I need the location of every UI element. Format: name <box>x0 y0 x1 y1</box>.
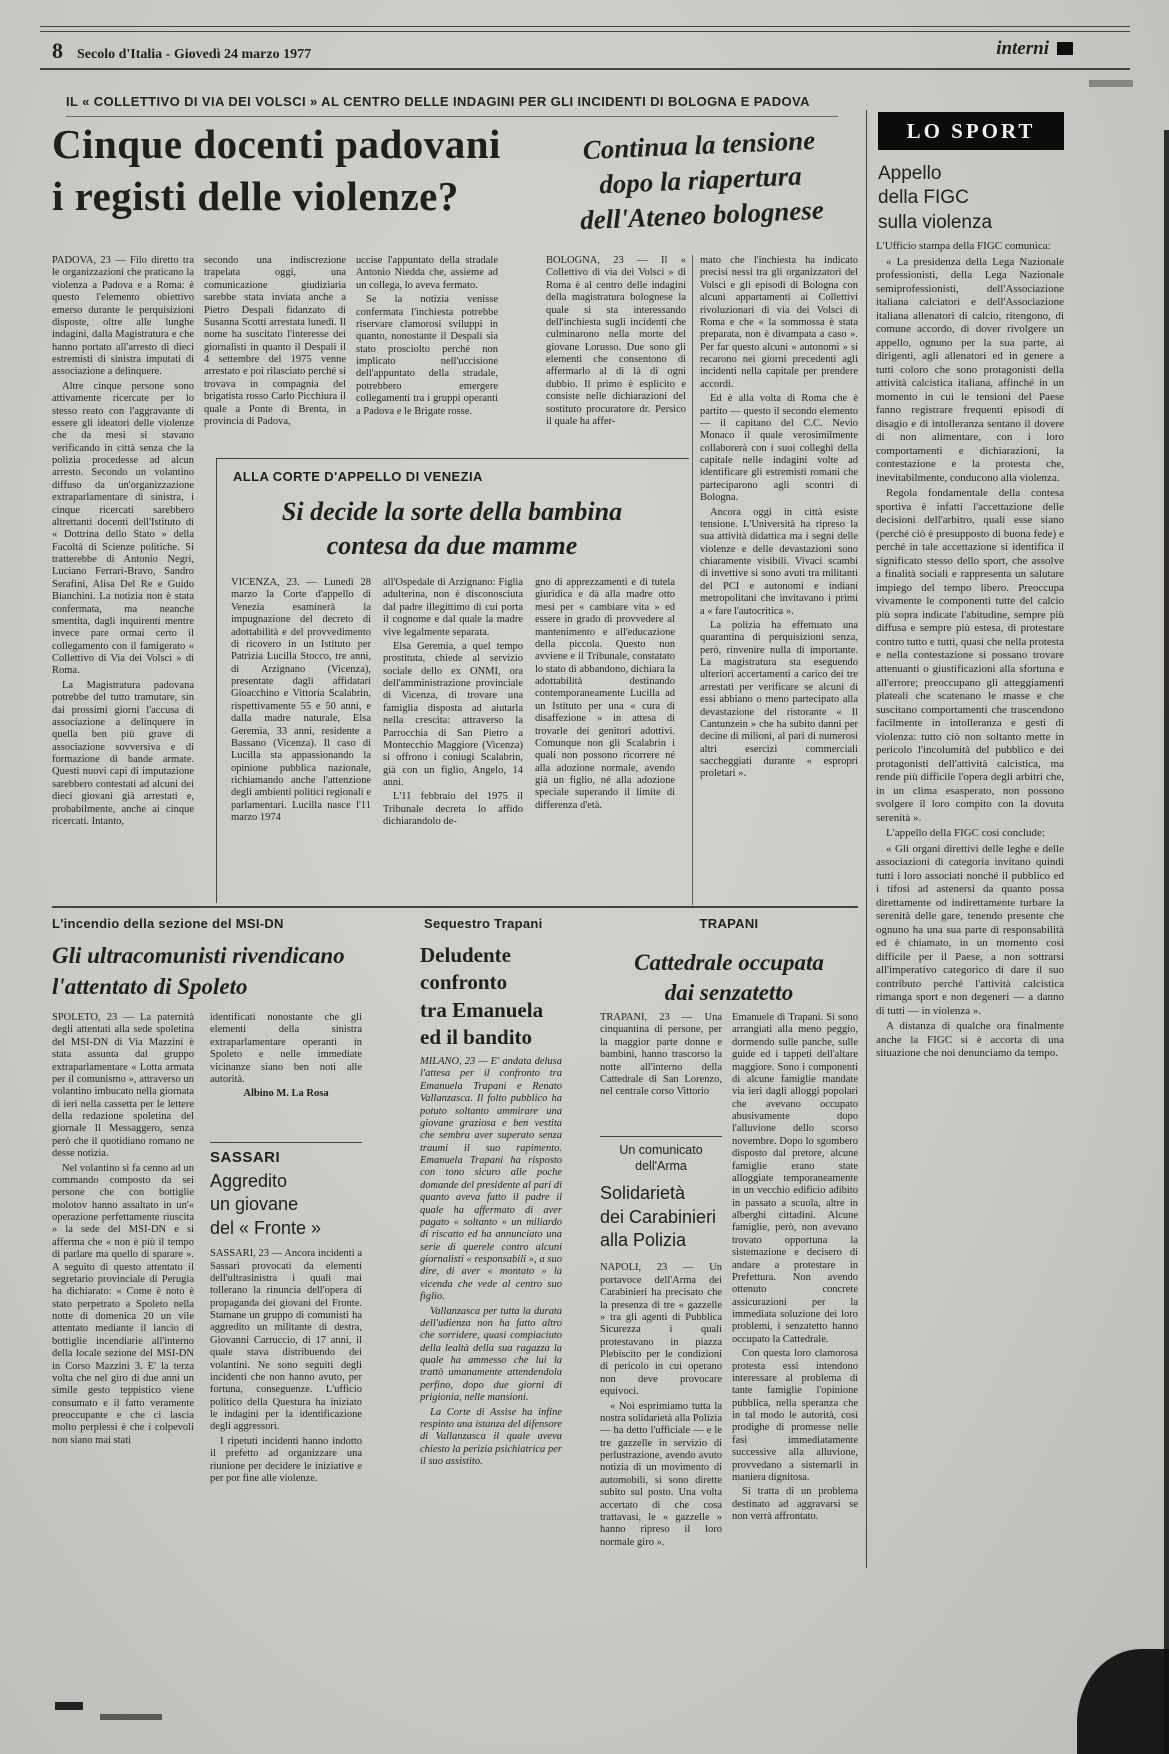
lead-side-headline: Continua la tensione dopo la riapertura dell'Ateneo bolognese <box>579 124 825 236</box>
sport-headline: Appello della FIGC sulla violenza <box>878 163 993 233</box>
spoleto-kicker: L'incendio della sezione del MSI-DN <box>52 916 284 931</box>
lead-body-column-4: BOLOGNA, 23 — Il « Collettivo di via dei Volsci » di Roma è al centro delle indagini della magistratura bolognese la quale si sta interessando dell'inchiesta sugli incidenti che culminarono nella morte del giovane Lorusso. Due sono gli elementi che consentono di affermarlo al di là di ogni dubbio. Il primo è esplicito e consiste nelle dichiarazioni del sostituto procuratore dr. Persico il quale ha affer- <box>546 255 686 427</box>
venezia-kicker: ALLA CORTE D'APPELLO DI VENEZIA <box>233 469 483 484</box>
sassari-body: SASSARI, 23 — Ancora incidenti a Sassari provocati da elementi dell'ultrasinistra i quali mai tollerano la rinuncia dell'opera di propaganda dei giovani del Fronte. Stamane un gruppo di comunisti ha aggredito un militante di destra, Giovanni Carruccio, di 17 anni, il quale stava distribuendo dei volantini. Ne sono seguiti degli incidenti che non hanno avuto, per fortuna, conseguenze. L'ufficio politico della Questura ha iniziato le indagini per la identificazione degli aggressori. I ripetuti incidenti hanno indotto il prefetto ad organizzare una riunione per decidere le iniziative e per por fine alle violenze. <box>210 1248 362 1484</box>
header-rule <box>40 68 1130 70</box>
kicker-underline <box>66 116 838 117</box>
venezia-body-column-3: gno di apprezzamenti e di tutela giuridica e dà alla madre otto mesi per « cambiare vita » ed essere in grado di provvedere al mantenimento e all'educazione della piccola. Questo non avviene e il Tribunale, constatato lo stato di abbandono, dichiara la adottabilità destinando contemporaneamente Lucilla ad un Istituto per una « cura di disaffezione » in attesa di trovarle dei genitori adottivi. Comunque non gli Scalabrin i quali non possono ricorrere né alla adozione normale, avendo già un figlio, né alla adozione speciale superando il limite di differenza d'età. <box>535 577 675 811</box>
lead-body-column-5: mato che l'inchiesta ha indicato precisi nessi tra gli organizzatori del Volsci e gli episodi di Bologna con alcuni appartamenti ai Collettivi rivoluzionari di via dei Volsci di Roma e che « la sommossa è stata preparata, non è divampata a caso ». Per far questo alcuni « autonomi » si recarono nei giorni precedenti agli incidenti nella capitale per prendere accordi. Ed è alla volta di Roma che è partito — questo il secondo elemento — il capitano del C.C. Nevio Monaco il quale verosimilmente collaborerà con i suoi colleghi della capitale nelle indagini volte ad identificare gli estremisti romani che parteciparono agli scontri di Bologna. Ancora oggi in città esiste tensione. L'Università ha ripreso la sua attività didattica ma i segni delle violenze e delle devastazioni sono chiaramente visibili. Vivaci scambi di invettive si sono avuti tra militanti del PCI e autonomi e indiani metropolitani che invitavano i primi a « fare l'autocritica ». La polizia ha effettuato una quarantina di perquisizioni senza, però, rinvenire nulla di importante. La magistratura sta eseguendo ulteriori accertamenti a carico dei tre arrestati per verificare se alcuni di essi abbiano o meno partecipato alla devastazione del ristorante « Il Cantunzein » che ha subito danni per decine di milioni, al pari di numerosi altri esercizi commerciali saccheggiati durante « espropri proletari ». <box>700 255 858 780</box>
lead-body-column-2: secondo una indiscrezione trapelata oggi, una comunicazione giudiziaria sarebbe stata inviata anche a Pietro Despali fidanzato di Susanna Scotti arrestata lunedì. Il nome ha suscitato l'interesse dei giornalisti in quanto il Despali il 4 settembre del 1975 venne arrestato e poi rilasciato perché si trovava in compagnia del brigatista rosso Carlo Picchiura il quale a Ponte di Brenta, in provincia di Padova, <box>204 255 346 427</box>
sequestro-kicker: Sequestro Trapani <box>424 916 543 931</box>
trapani-headline: Cattedrale occupata dai senzatetto <box>634 950 824 1005</box>
spoleto-body-column-1: SPOLETO, 23 — La paternità degli attentati alla sede spoletina del MSI-DN di Via Mazzini è stata assunta dal gruppo extraparlamentare « Lotta armata per il comunismo », attraverso un volantino imbucato nella giornata di ieri nella cassetta per le lettere della redazione spoletina del giornale Il Messaggero, senza però che il quotidiano romano ne desse notizia. Nel volantino si fa cenno ad un commando composto da sei persone che con bottiglie molotov hanno assaltato in un'« operazione perfettamente riuscita » la sede del MSI-DN e si afferma che « non è più il tempo di parlare ma quello di sparare ». A seguito di questo attentato il segretario provinciale di Perugia ha dichiarato: « Come è noto è stato perpetrato a Spoleto nella notte di domenica 20 un vile attentato mediante il lancio di bottiglie incendiarie all'interno della locale sezione del MSI-DN in Corso Mazzini 3. E' la terza volta che nel giro di due anni un simile gesto teppistico viene consumato e il fatto veramente preoccupante e che ci lascia molto perplessi è che i colpevoli non siano mai stati <box>52 1012 194 1446</box>
sport-body-column: L'Ufficio stampa della FIGC comunica: « La presidenza della Lega Nazionale professionisti, della Lega Nazionale semiprofessionisti, dell'Associazione italiana calciatori e dell'Associazione italiana allenatori di calcio, ritengono, di comune accordo, di dover rivolgere un appello, ognuno per la sua parte, ai dirigenti, agli allenatori ed in genere a tutti coloro che sono protagonisti della attività calcistica italiana, affinché in un momento in cui le tensioni del Paese fanno registrare frequenti episodi di disagio e di intolleranza sentano il dovere di non alimentare, con i loro comportamenti e dichiarazioni, la contestazione e la protesta che, inevitabilmente, conducono alla violenza. Regola fondamentale della contesa sportiva è infatti l'accettazione delle decisioni dell'arbitro, quali esse siano (perché ciò è presupposto di buona fede) e perché in tale accettazione si identifica il significato stesso dello sport, che assolve a finalità sociali e rappresenta un salutare impiego del tempo libero. Preoccupa vivamente le componenti tutte del calcio più sopra indicate l'abitudine, sempre più diffusa e sempre più estesa, di protestare contro tutto e tutti, quasi che nella protesta e nella contestazione si possano trovare attenuanti o giustificazioni alla sfortuna e all'errore; preoccupano gli atteggiamenti plateali che scatenano le masse e che suscitano comportamenti che trascendono facilmente in intolleranza e gesti di violenza: tutto ciò non soltanto mette in pericolo l'incolumità del pubblico e dei protagonisti dell'attività calcistica, ma rende più difficile l'opera degli arbitri che, in un clima esasperato, non possono svolgere il loro compito con la dovuta serenità ». L'appello della FIGC così conclude: « Gli organi direttivi delle leghe e delle associazioni di categoria invitano quindi tutti i loro associati nonché il pubblico ed i tifosi ad astenersi da quanto possa direttamente od indirettamente turbare la serenità delle gare, tenendo presente che ognuno ha una sua parte di responsabilità ed è chiamato, in un momento così difficile per il Paese, a non sottrarsi all'imperativo categorico di dare il suo contributo perché l'attività calcistica rimanga sport e non degeneri — a danno di tutti — in violenza ». A distanza di qualche ora finalmente anche la FIGC si è accorta di una situazione che noi denunciamo da tempo. <box>876 240 1064 1060</box>
lead-body-column-3: uccise l'appuntato della stradale Antonio Niedda che, assieme ad un collega, lo aveva fermato. Se la notizia venisse confermata l'inchiesta potrebbe riservare clamorosi sviluppi in quanto, nonostante il Despali sia stato prosciolto perché non implicato nell'uccisione dell'appuntato della stradale, potrebbero emergere collegamenti tra i gruppi operanti a Padova e le Brigate rosse. <box>356 255 498 417</box>
spoleto-signature: Albino M. La Rosa <box>243 1088 329 1100</box>
spoleto-body-column-2-text: identificati nonostante che gli elementi della sinistra extraparlamentare operanti in Spoleto e nelle immediate vicinanze siano ben noti alle autorità. <box>210 1012 362 1085</box>
top-rule-1 <box>40 26 1130 27</box>
top-rule-2 <box>40 31 1130 32</box>
trapani-body-column-1: TRAPANI, 23 — Una cinquantina di persone, per la maggior parte donne e bambini, hanno trascorso la notte all'interno della Cattedrale di San Lorenzo, nel centrale corso Vittorio <box>600 1012 722 1098</box>
arma-body: NAPOLI, 23 — Un portavoce dell'Arma dei Carabinieri ha precisato che la presenza di tre « gazzelle » tra gli agenti di Pubblica Sicurezza i quali protestavano in piazza Plebiscito per le condizioni di pericolo in cui operano non deve provocare equivoci. « Noi esprimiamo tutta la nostra solidarietà alla Polizia — ha detto l'ufficiale — e le tre gazzelle in servizio di perlustrazione, avendo avuto notizia di un movimento di automobili, si sono dirette subito sul posto. Una volta accertato di che cosa trattavasi, le « gazzelle » hanno ripreso il loro normale giro ». <box>600 1262 722 1548</box>
venezia-body-column-2: all'Ospedale di Arzignano: Figlia adulterina, non è disconosciuta dal padre illegittimo di cui porta il cognome e dal quale la madre vive legalmente separata. Elsa Geremia, a quel tempo prostituta, chiede al servizio sociale dello ex ONMI, ora dell'amministrazione provinciale di Vicenza, di trovare una famiglia disposta ad aiutarla nella crescita: attraverso la Parrocchia di San Pietro a Montecchio Maggiore (Vicenza) si offrono i coniugi Scalabrin, già con un figlio, Angelo, 14 anni. L'11 febbraio del 1975 il Tribunale decreta lo affido dichiarandolo de- <box>383 577 523 828</box>
sassari-kicker: SASSARI <box>210 1149 281 1166</box>
lead-kicker: IL « COLLETTIVO DI VIA DEI VOLSCI » AL CENTRO DELLE INDAGINI PER GLI INCIDENTI DI BOLOGNA E PADOVA <box>66 94 810 109</box>
spoleto-headline: Gli ultracomunisti rivendicano l'attentato di Spoleto <box>52 943 345 1000</box>
venezia-headline: Si decide la sorte della bambina contesa da due mamme <box>281 497 623 560</box>
scan-artifact-right-edge <box>1164 130 1169 1754</box>
sequestro-body-column: MILANO, 23 — E' andata delusa l'attesa per il confronto tra Emanuela Trapani e Renato Vallanzasca. Il folto pubblico ha potuto soltanto ammirare una giovane graziosa e ben vestita che sembra aver superato senza traumi il suo rapimento. Emanuela Trapani ha risposto con tono sicuro alle poche domande del presidente al pari di quanto aveva fatto il padre il quale ha affermato di aver pagato « soltanto » un miliardo di riscatto ed ha annunciato una serie di querele contro alcuni giornalisti « responsabili », a suo dire, di aver « montato » la vicenda che vede al centro suo figlio. Vallanzasca per tutta la durata dell'udienza non ha fatto altro che sorridere, quasi compiaciuto della lealtà della sua ragazza la quale ha ammesso che lui la trattò umanamente attendendola perfino, dopo due giorni di prigionia, nelle mansioni. La Corte di Assise ha infine respinto una istanza del difensore di Vallanzasca il quale aveva chiesto la perizia psichiatrica per il suo assistito. <box>420 1056 562 1467</box>
trapani-body-column-2: Emanuele di Trapani. Si sono arrangiati alla meno peggio, dormendo sulle panche, sulle guide ed i tappeti dell'altare maggiore. Sono i componenti di alcune famiglie mandate via ieri dagli alloggi popolari che avevano occupato abusivamente dopo l'alluvione dello scorso novembre. Dopo lo sgombero disposto dal pretore, alcune famiglie erano state alloggiate temporaneamente in un vecchio edificio adibito in passato a scuola, altre in alberghi cittadini. Alcune famiglie, però, non avevano trovato opportuna la sistemazione e decisero di andare a protestare in Prefettura. Non avendo ottenuto concrete assicurazioni per la immediata soluzione dei loro problemi, i senzatetto hanno occupato la Cattedrale. Con questa loro clamorosa protesta essi intendono interessare al problema di tante famiglie l'opinione pubblica, nella speranza che in tal modo le autorità, così prodighe di promesse nelle fasi immediatamente successive alla alluvione, provvedano a sistemarli in maniera dignitosa. Si tratta di un problema destinato ad aggravarsi se non verrà affrontato. <box>732 1012 858 1522</box>
sequestro-headline: Deludente confronto tra Emanuela ed il bandito <box>420 943 544 1049</box>
scan-artifact-bottom-left-1 <box>55 1702 83 1710</box>
mid-vertical-rule <box>692 255 693 905</box>
spoleto-body-column-2 <box>210 1012 362 1136</box>
arma-kicker: Un comunicato dell'Arma <box>619 1143 703 1173</box>
venezia-body-column-1: VICENZA, 23. — Lunedì 28 marzo la Corte d'appello di Venezia esaminerà la impugnazione del decreto di adottabilità e del provvedimento di ricovero in un Istituto per Patrizia Lucilla Stocco, tre anni, di Arzignano (Vicenza), presentate dagli affidatari Gioacchino e Vittoria Scalabrin, rispettivamente 55 e 50 anni, e dalla madre naturale, Elsa Geremia, 33 anni, residente a Bassano (Vicenza). Il caso di Lucilla sta appassionando la opinione pubblica nazionale, richiamando anche l'attenzione degli ambienti politici regionali e parlamentari. Lucilla nasce l'11 marzo 1974 <box>231 577 371 824</box>
sport-column-rule <box>866 110 867 1568</box>
venezia-box-article <box>216 458 689 903</box>
section-marker-square-icon <box>1057 42 1073 55</box>
scan-artifact-bottom-left-2 <box>100 1714 162 1720</box>
masthead-title: Secolo d'Italia - Giovedì 24 marzo 1977 <box>77 47 312 62</box>
sport-section-title-box: LO SPORT <box>878 112 1064 150</box>
page-number: 8 <box>52 38 63 63</box>
section-label: interni <box>996 38 1049 59</box>
lead-headline: Cinque docenti padovani i registi delle violenze? <box>52 121 501 220</box>
section-divider-rule <box>52 906 858 908</box>
lead-body-column-1: PADOVA, 23 — Filo diretto tra le organizzazioni che praticano la violenza a Padova e a Roma: è questo l'elemento obiettivo emerso durante le perquisizioni disposte, oltre alle lunghe indagini, dalla Magistratura e che hanno portato all'arresto di dieci estremisti di sinistra imputati di associazione a delinquere. Altre cinque persone sono attivamente ricercate per lo stesso reato con l'aggravante di essere gli ideatori delle violenze che da mesi si stavano verificando in città senza che la polizia procedesse ad alcun arresto. Secondo un volantino diffuso da un'organizzazione extraparlamentare di sinistra, i cinque ricercati sarebbero altrettanti docenti dell'Istituto di « Dottrina dello Stato » della Facoltà di Scienze politiche. Si tratterebbe di Antonio Negri, Luciano Ferrari-Bravo, Sandro Serafini, Alisa Del Re e Guido Bianchini. La notizia non è stata confermata, ma neanche smentita, dagli inquirenti mentre invece pare ormai certo il collegamento con il famigerato « Collettivo di Via dei Volsci » di Roma. La Magistratura padovana potrebbe del tutto tramutare, sin dai prossimi giorni l'accusa di associazione a delinquere in quella ben più grave di associazione sovversiva e di formazione di bande armate. Questi nuovi capi di imputazione sarebbero contestati ad alcuni dei dieci giovani già arrestati e, probabilmente, anche ai cinque ricercati. Intanto, <box>52 255 194 827</box>
arma-headline: Solidarietà dei Carabinieri alla Polizia <box>600 1183 717 1251</box>
arma-article <box>600 1136 722 1579</box>
scan-artifact-bottom-right-blob <box>1077 1649 1169 1754</box>
scan-artifact-top-right <box>1089 80 1133 87</box>
page-header <box>52 38 852 64</box>
trapani-kicker: TRAPANI <box>699 916 759 931</box>
sassari-headline: Aggredito un giovane del « Fronte » <box>210 1171 322 1238</box>
sassari-article <box>210 1142 362 1579</box>
